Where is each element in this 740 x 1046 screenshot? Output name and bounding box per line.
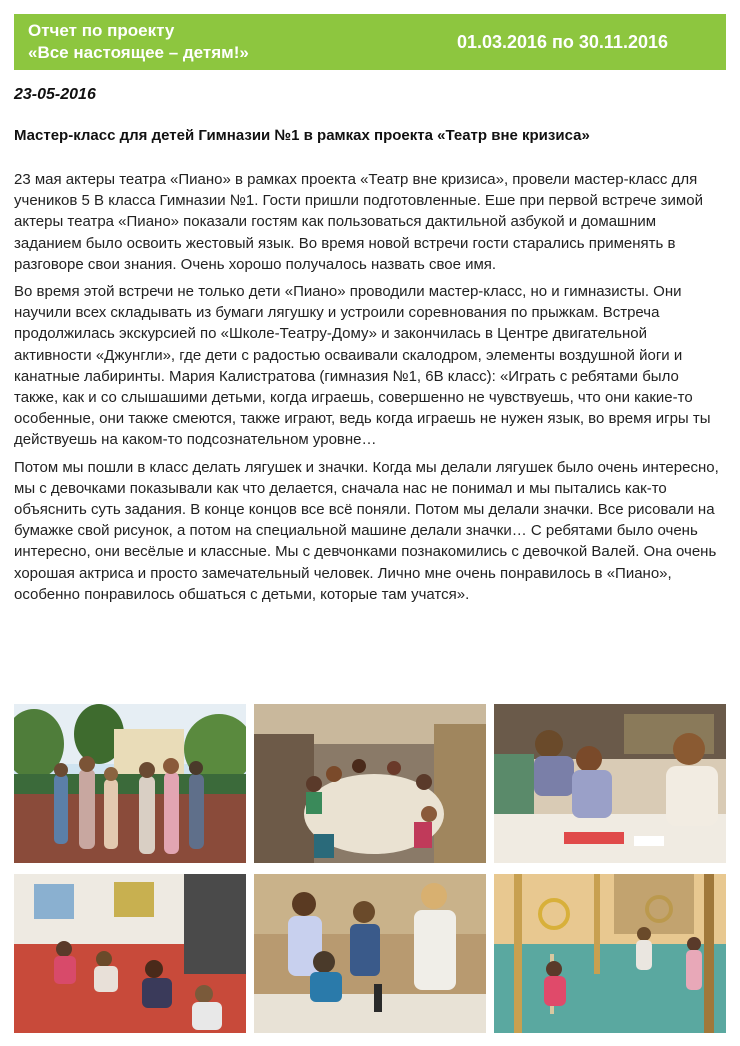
report-header: [14, 14, 726, 70]
photo-table-workshop[interactable]: [254, 704, 486, 863]
report-title-line1: Отчет по проекту: [28, 21, 175, 40]
report-dates: 01.03.2016 по 30.11.2016: [456, 31, 668, 52]
post-date: 23-05-2016: [14, 86, 96, 103]
photo-group-with-teacher[interactable]: [254, 874, 486, 1033]
post-headline: Мастер-класс для детей Гимназии №1 в рамках проекта «Театр вне кризиса»: [14, 127, 590, 144]
photo-outdoor-group[interactable]: [14, 704, 246, 863]
photo-gallery: [14, 704, 726, 1032]
post-body: [14, 169, 726, 611]
photo-climbing-gym[interactable]: [494, 874, 726, 1033]
post-paragraph: 23 мая актеры театра «Пиано» в рамках проекта «Театр вне кризиса», провели мастер-класс для учеников 5 В класса Гимназии №1. Гости пришли подготовленные. Еше при первой встрече зимой актеры театра «Пиано» показали гостям как пользоваться дактильной азбукой и домашним заданием было освоить жестовый язык. Во время новой встречи гости старались применять в разговоре свои знания. Очень хорошо получалось назвать свое имя.: [14, 171, 703, 273]
report-title-line2: «Все настоящее – детям!»: [28, 43, 249, 62]
post-paragraph: Во время этой встречи не только дети «Пиано» проводили мастер-класс, но и гимназисты. Они научили всех складывать из бумаги лягушку и устроили соревнования по прыжкам. Встреча продолжилась экскурсией по «Школе-Театру-Дому» и закончилась в Центре двигательной активности «Джунгли», где дети с радостью осваивали скалодром, элементы воздушной йоги и канатные лабиринты. Мария Калистратова (гимназия №1, 6В класс): «Играть с ребятами было также, как и со слышашими детьми, когда играешь, совершенно не чувствуешь, что они какие-то особенные, они также смеются, также играют, ведь когда играешь не нужен язык, во время игры ты действуешь на каком-то подсознательном уровне…: [14, 283, 711, 449]
report-title: [28, 20, 249, 64]
photo-girls-at-table[interactable]: [494, 704, 726, 863]
photo-floor-game[interactable]: [14, 874, 246, 1033]
post-paragraph: Потом мы пошли в класс делать лягушек и значки. Когда мы делали лягушек было очень интересно, мы с девочками показывали как что делается, сначала нас не понимал и мы пытались как-то объяснить суть задания. В конце концов все всё поняли. Потом мы делали значки. Все рисовали на бумажке свой рисунок, а потом на специальной машине делали значки… С ребятами было очень интересно, они весёлые и классные. Мы с девчонками познакомились с девочкой Валей. Она очень хорошая актриса и просто замечательный человек. Лично мне очень понравилось в «Пиано», особенно понравилось обшаться с детьми, которые там учатся».: [14, 458, 719, 603]
